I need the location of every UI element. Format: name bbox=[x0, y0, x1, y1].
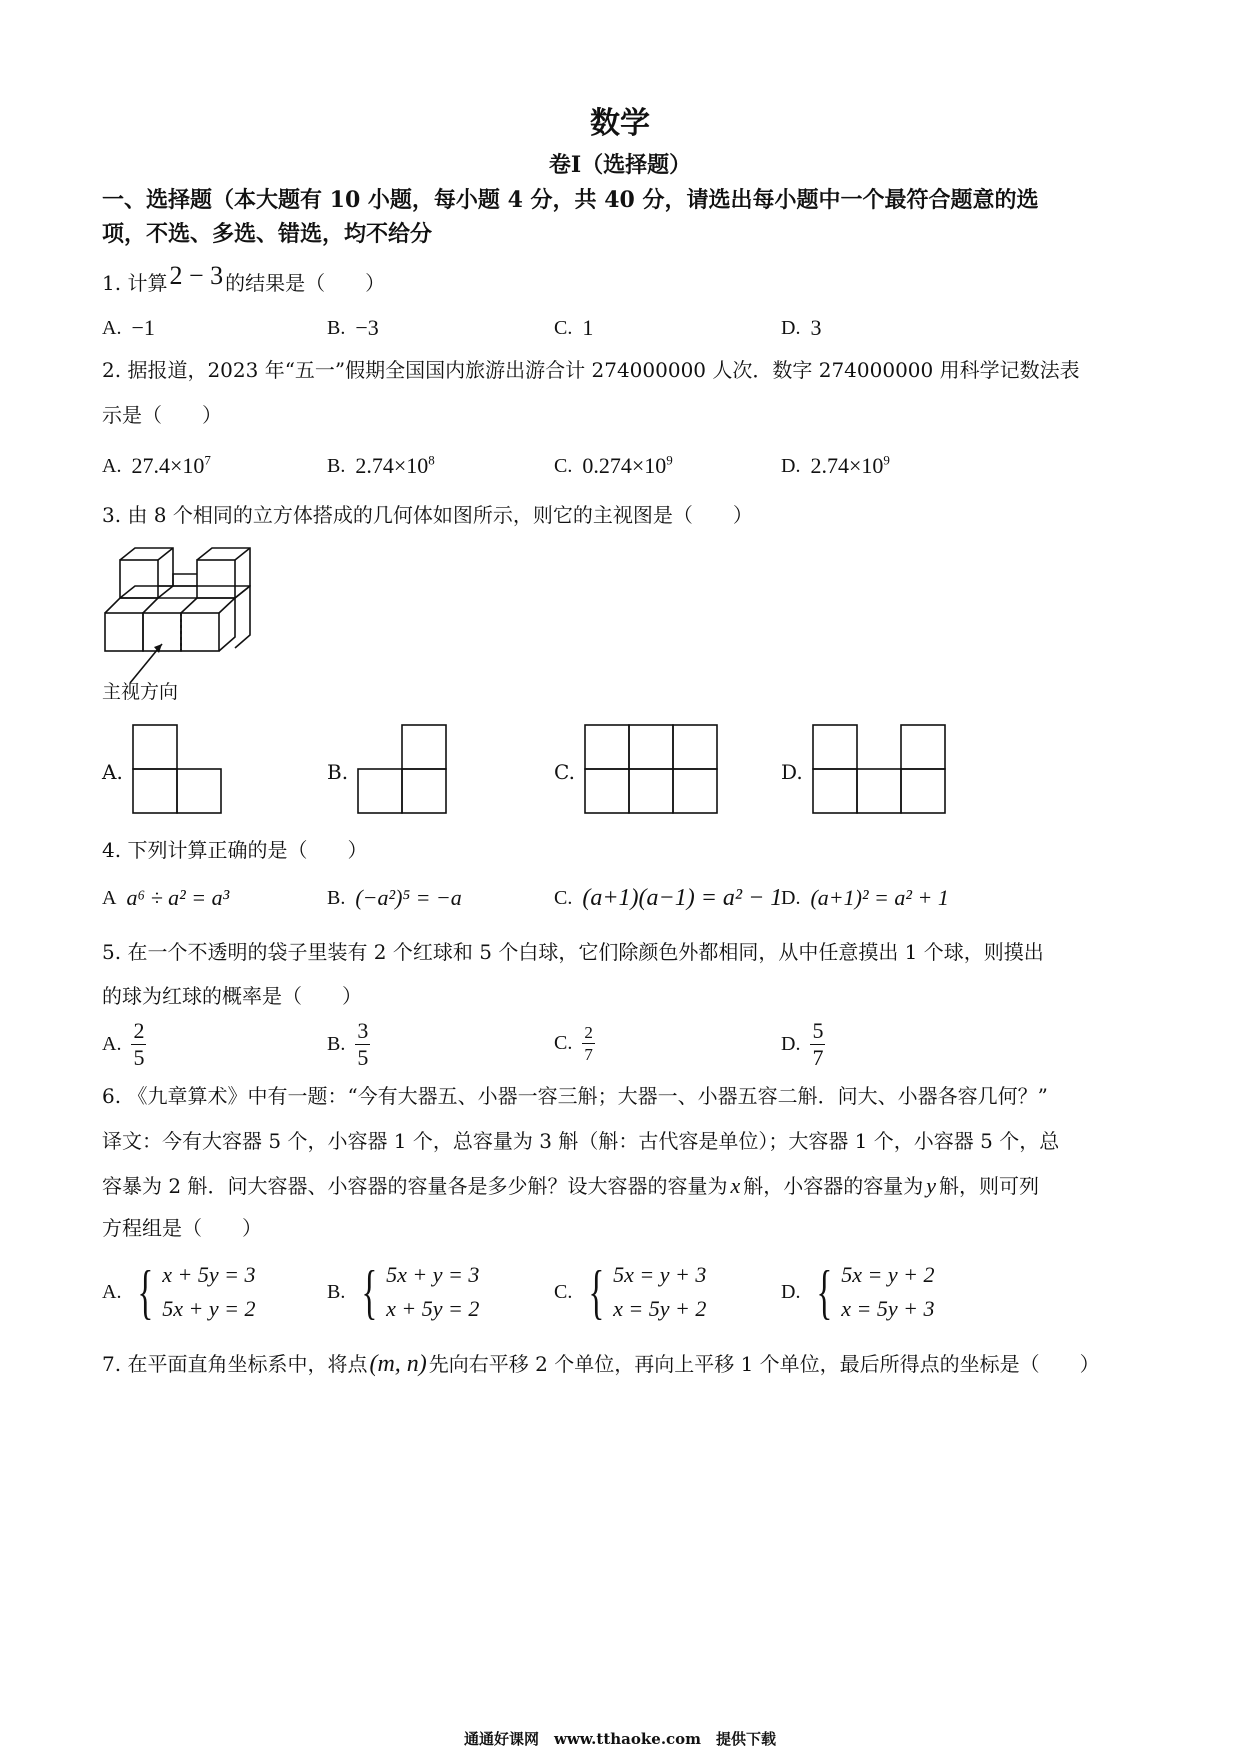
q5-line1: 5. 在一个不透明的袋子里装有 2 个红球和 5 个白球，它们除颜色外都相同，从中任意摸出 1 个球，则摸出 bbox=[102, 940, 1044, 964]
fraction-denominator: 5 bbox=[133, 1045, 145, 1070]
equation-2: x = 5y + 2 bbox=[613, 1296, 707, 1321]
section-heading-line1: 一、选择题（本大题有 10 小题，每小题 4 分，共 40 分，请选出每小题中一个最符合题意的选 bbox=[102, 187, 1039, 213]
option-fraction bbox=[810, 1020, 825, 1069]
q6-option-b[interactable] bbox=[327, 1259, 480, 1325]
q4-option-d[interactable] bbox=[781, 885, 949, 911]
left-brace-icon: { bbox=[816, 1259, 833, 1325]
option-fraction bbox=[131, 1020, 146, 1069]
q2-option-c[interactable] bbox=[554, 453, 673, 479]
paper-subtitle: 卷Ⅰ（选择题） bbox=[548, 152, 692, 178]
q5-option-d[interactable] bbox=[781, 1020, 825, 1069]
option-value: 1 bbox=[582, 315, 594, 340]
left-brace-icon: { bbox=[588, 1259, 605, 1325]
section-heading-line2: 项，不选、多选、错选，均不给分 bbox=[102, 221, 433, 247]
option-value bbox=[131, 453, 210, 479]
equation-system bbox=[582, 1259, 707, 1325]
page-title: 数学 bbox=[590, 106, 650, 141]
q6-line3-part3: 斛，则可列 bbox=[938, 1174, 1039, 1198]
option-label: D. bbox=[781, 886, 801, 909]
option-base: 2.74×10 bbox=[810, 453, 884, 478]
option-value: −3 bbox=[355, 315, 379, 340]
q2-option-a[interactable] bbox=[102, 453, 211, 479]
option-label: D. bbox=[781, 454, 801, 477]
option-expression: (a+1)(a−1) = a² − 1 bbox=[582, 885, 783, 911]
q2-line2: 示是（ ） bbox=[102, 403, 222, 427]
question-7 bbox=[102, 1352, 1100, 1376]
q5-line2: 的球为红球的概率是（ ） bbox=[102, 984, 362, 1008]
q2-line1: 2. 据报道，2023 年“五一”假期全国国内旅游出游合计 274000000 人次．数字 274000000 用科学记数法表 bbox=[102, 358, 1080, 382]
q3-figure-caption: 主视方向 bbox=[102, 681, 179, 703]
option-fraction bbox=[582, 1024, 595, 1063]
q6-option-c[interactable] bbox=[554, 1259, 707, 1325]
fraction-numerator: 3 bbox=[357, 1018, 369, 1043]
q4-option-a[interactable] bbox=[102, 885, 229, 911]
option-value: −1 bbox=[131, 315, 155, 340]
left-brace-icon: { bbox=[137, 1259, 154, 1325]
q6-line3-part1: 容暴为 2 斛．问大容器、小容器的容量各是多少斛？设大容器的容量为 bbox=[102, 1174, 728, 1198]
q6-option-a[interactable] bbox=[102, 1259, 256, 1325]
q1-expression: 2 − 3 bbox=[169, 261, 224, 290]
option-label: C. bbox=[554, 1280, 573, 1303]
q6-line2: 译文：今有大容器 5 个，小容器 1 个，总容量为 3 斛（斛：古代容是单位）；大容器 1 个，小容器 5 个，总 bbox=[102, 1129, 1060, 1153]
q7-prefix: 7. 在平面直角坐标系中，将点 bbox=[102, 1352, 368, 1376]
q4-option-b[interactable] bbox=[327, 885, 462, 911]
q6-line4: 方程组是（ ） bbox=[102, 1216, 262, 1240]
option-label: D. bbox=[781, 1280, 801, 1303]
q6-line3-part2: 斛，小容器的容量为 bbox=[743, 1174, 924, 1198]
q3-option-a-figure[interactable] bbox=[132, 724, 224, 814]
option-label: A. bbox=[102, 1033, 122, 1055]
fraction-denominator: 7 bbox=[812, 1045, 824, 1070]
option-label: B. bbox=[327, 1280, 346, 1303]
fraction-numerator: 2 bbox=[133, 1018, 145, 1043]
page-footer: 通通好课网 www.tthaoke.com 提供下载 bbox=[463, 1730, 777, 1748]
option-value: 3 bbox=[810, 315, 822, 340]
option-label: C. bbox=[554, 316, 573, 339]
fraction-denominator: 5 bbox=[357, 1045, 369, 1070]
option-label: A. bbox=[102, 454, 122, 477]
option-value bbox=[810, 453, 889, 479]
equation-1: x + 5y = 3 bbox=[162, 1262, 256, 1287]
q2-option-b[interactable] bbox=[327, 453, 435, 479]
fraction-numerator: 5 bbox=[812, 1018, 824, 1043]
q3-option-a-label[interactable]: A. bbox=[102, 760, 123, 784]
q6-line3 bbox=[102, 1175, 1039, 1197]
option-exponent: 8 bbox=[428, 452, 435, 468]
option-label: A. bbox=[102, 1280, 122, 1303]
option-fraction bbox=[355, 1020, 370, 1069]
option-label: B. bbox=[327, 454, 346, 477]
option-label: A. bbox=[102, 316, 122, 339]
q4-text: 4. 下列计算正确的是（ ） bbox=[102, 838, 368, 862]
q1-option-a[interactable] bbox=[102, 315, 155, 341]
q3-option-b-figure[interactable] bbox=[357, 724, 449, 814]
q3-solid-figure bbox=[100, 540, 260, 680]
equation-1: 5x = y + 3 bbox=[613, 1262, 707, 1287]
equation-system bbox=[810, 1259, 935, 1325]
variable-y: y bbox=[926, 1173, 936, 1198]
equation-system bbox=[355, 1259, 480, 1325]
option-label: A bbox=[102, 886, 117, 909]
option-base: 27.4×10 bbox=[131, 453, 205, 478]
q1-option-d[interactable] bbox=[781, 315, 821, 341]
question-1 bbox=[102, 261, 386, 295]
q3-option-c-label[interactable]: C. bbox=[554, 760, 575, 784]
q1-option-b[interactable] bbox=[327, 315, 379, 341]
q3-text: 3. 由 8 个相同的立方体搭成的几何体如图所示，则它的主视图是（ ） bbox=[102, 503, 753, 527]
q3-option-d-label[interactable]: D. bbox=[781, 760, 803, 784]
option-label: B. bbox=[327, 316, 346, 339]
q5-option-b[interactable] bbox=[327, 1020, 370, 1069]
option-value bbox=[355, 453, 434, 479]
q5-option-c[interactable] bbox=[554, 1024, 595, 1063]
q6-line1: 6. 《九章算术》中有一题：“今有大器五、小器一容三斛；大器一、小器五容二斛．问大、小器各容几何？” bbox=[102, 1084, 1048, 1108]
option-exponent: 9 bbox=[883, 452, 890, 468]
equation-system bbox=[131, 1259, 256, 1325]
option-label: C. bbox=[554, 454, 573, 477]
q3-option-c-figure[interactable] bbox=[584, 724, 720, 814]
variable-x: x bbox=[730, 1173, 741, 1198]
q1-prefix: 1. 计算 bbox=[102, 271, 168, 295]
option-expression: (−a²)⁵ = −a bbox=[355, 885, 462, 910]
option-expression: a⁶ ÷ a² = a³ bbox=[126, 885, 230, 910]
q7-point: (m, n) bbox=[369, 1351, 427, 1377]
q5-option-a[interactable] bbox=[102, 1020, 146, 1069]
option-base: 2.74×10 bbox=[355, 453, 429, 478]
option-expression: (a+1)² = a² + 1 bbox=[810, 885, 949, 910]
equation-1: 5x = y + 2 bbox=[841, 1262, 935, 1287]
option-label: B. bbox=[327, 1033, 346, 1055]
fraction-denominator: 7 bbox=[584, 1045, 593, 1064]
equation-2: x + 5y = 2 bbox=[386, 1296, 480, 1321]
option-label: C. bbox=[554, 1032, 573, 1054]
q3-option-b-label[interactable]: B. bbox=[327, 760, 349, 784]
q3-option-d-figure[interactable] bbox=[812, 724, 948, 814]
option-label: C. bbox=[554, 887, 573, 909]
q1-option-c[interactable] bbox=[554, 315, 593, 341]
option-label: B. bbox=[327, 886, 346, 909]
option-base: 0.274×10 bbox=[582, 453, 667, 478]
equation-2: x = 5y + 3 bbox=[841, 1296, 935, 1321]
q6-option-d[interactable] bbox=[781, 1259, 935, 1325]
option-value bbox=[582, 453, 672, 479]
option-label: D. bbox=[781, 316, 801, 339]
equation-2: 5x + y = 2 bbox=[162, 1296, 256, 1321]
q7-suffix: 先向右平移 2 个单位，再向上平移 1 个单位，最后所得点的坐标是（ ） bbox=[428, 1352, 1100, 1376]
option-exponent: 7 bbox=[204, 452, 211, 468]
fraction-numerator: 2 bbox=[584, 1023, 593, 1042]
option-exponent: 9 bbox=[666, 452, 673, 468]
option-label: D. bbox=[781, 1033, 801, 1055]
q4-option-c[interactable] bbox=[554, 885, 782, 912]
q2-option-d[interactable] bbox=[781, 453, 890, 479]
left-brace-icon: { bbox=[361, 1259, 378, 1325]
q1-suffix: 的结果是（ ） bbox=[225, 271, 386, 295]
equation-1: 5x + y = 3 bbox=[386, 1262, 480, 1287]
